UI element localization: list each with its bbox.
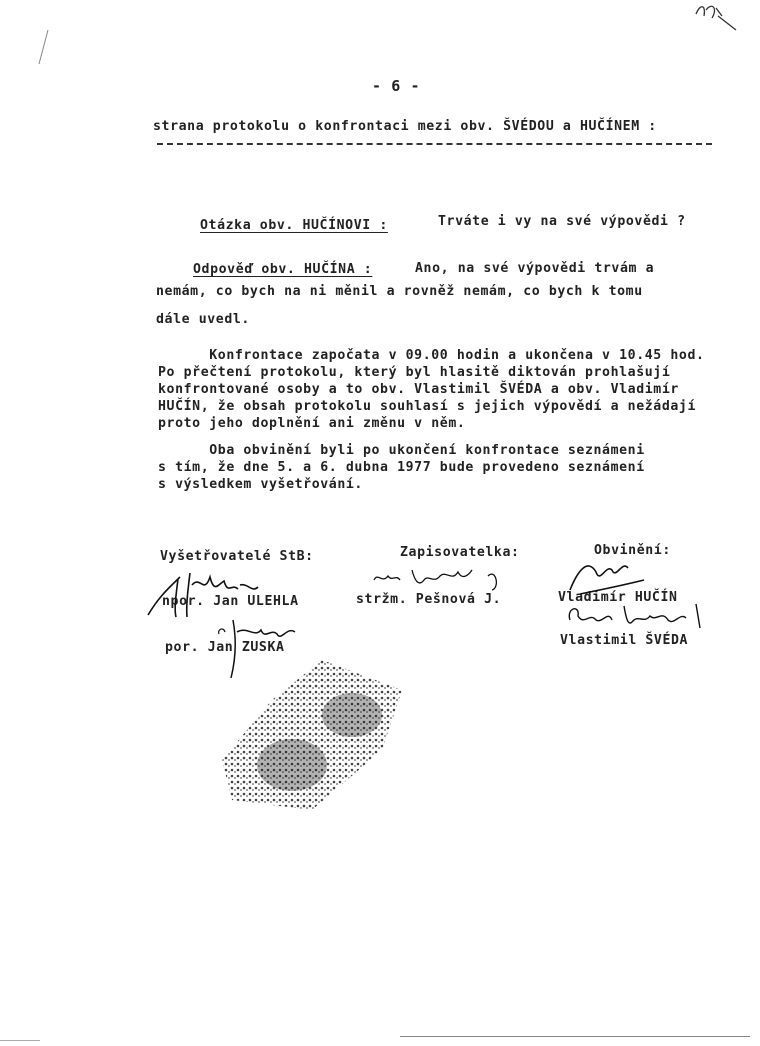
paragraph-1-line-1: Konfrontace započata v 09.00 hodin a ukončena v 10.45 hod. — [158, 348, 705, 363]
accused-label: Obvinění: — [594, 543, 671, 558]
page-number: - 6 - — [372, 77, 421, 95]
answer-line-3: dále uvedl. — [156, 312, 250, 327]
answer-line-1: Ano, na své výpovědi trvám a — [415, 261, 655, 276]
paragraph-1-line-3: konfrontované osoby a to obv. Vlastimil ŠVÉDA a obv. Vladimír — [158, 382, 679, 397]
answer-line-2: nemám, co bych na ni měnil a rovněž nemám, co bych k tomu — [156, 284, 643, 299]
paragraph-2-line-2: s tím, že dne 5. a 6. dubna 1977 bude provedeno seznámení — [158, 460, 645, 475]
paragraph-2-line-1: Oba obvinění byli po ukončení konfrontace seznámeni — [158, 443, 645, 458]
answer-label: Odpověď obv. HUČÍNA : — [193, 262, 373, 277]
paragraph-1-line-5: proto jeho doplnění ani změnu v něm. — [158, 416, 466, 431]
accused-2-name: Vlastimil ŠVÉDA — [560, 633, 689, 648]
investigators-label: Vyšetřovatelé StB: — [160, 549, 314, 564]
title-dashed-rule — [157, 143, 712, 145]
smudged-stamp — [212, 660, 412, 820]
recorder-name: stržm. Pešnová J. — [356, 592, 502, 607]
investigator-1-name: npor. Jan ULEHLA — [162, 594, 299, 609]
paragraph-2-line-3: s výsledkem vyšetřování. — [158, 477, 363, 492]
accused-1-name: Vladimír HUČÍN — [558, 590, 678, 605]
signature-accused-2 — [562, 598, 712, 634]
bottom-edge-line — [400, 1036, 750, 1037]
paragraph-1-line-4: HUČÍN, že obsah protokolu souhlasí s jejich výpovědí a nežádají — [158, 399, 696, 414]
signature-recorder — [368, 558, 548, 594]
paragraph-1-line-2: Po přečtení protokolu, který byl hlasitě diktován prohlašují — [158, 365, 671, 380]
signature-accused-1 — [560, 550, 650, 600]
question-label: Otázka obv. HUČÍNOVI : — [200, 218, 388, 233]
investigator-2-name: por. Jan ZUSKA — [165, 640, 285, 655]
question-text: Trváte i vy na své výpovědi ? — [438, 214, 686, 229]
document-title-line: strana protokolu o konfrontaci mezi obv. ŠVÉDOU a HUČÍNEM : — [153, 119, 657, 134]
bottom-edge-mark — [0, 1040, 40, 1041]
handwritten-page-mark — [688, 0, 748, 40]
recorder-label: Zapisovatelka: — [400, 545, 520, 560]
margin-stroke — [36, 28, 56, 68]
